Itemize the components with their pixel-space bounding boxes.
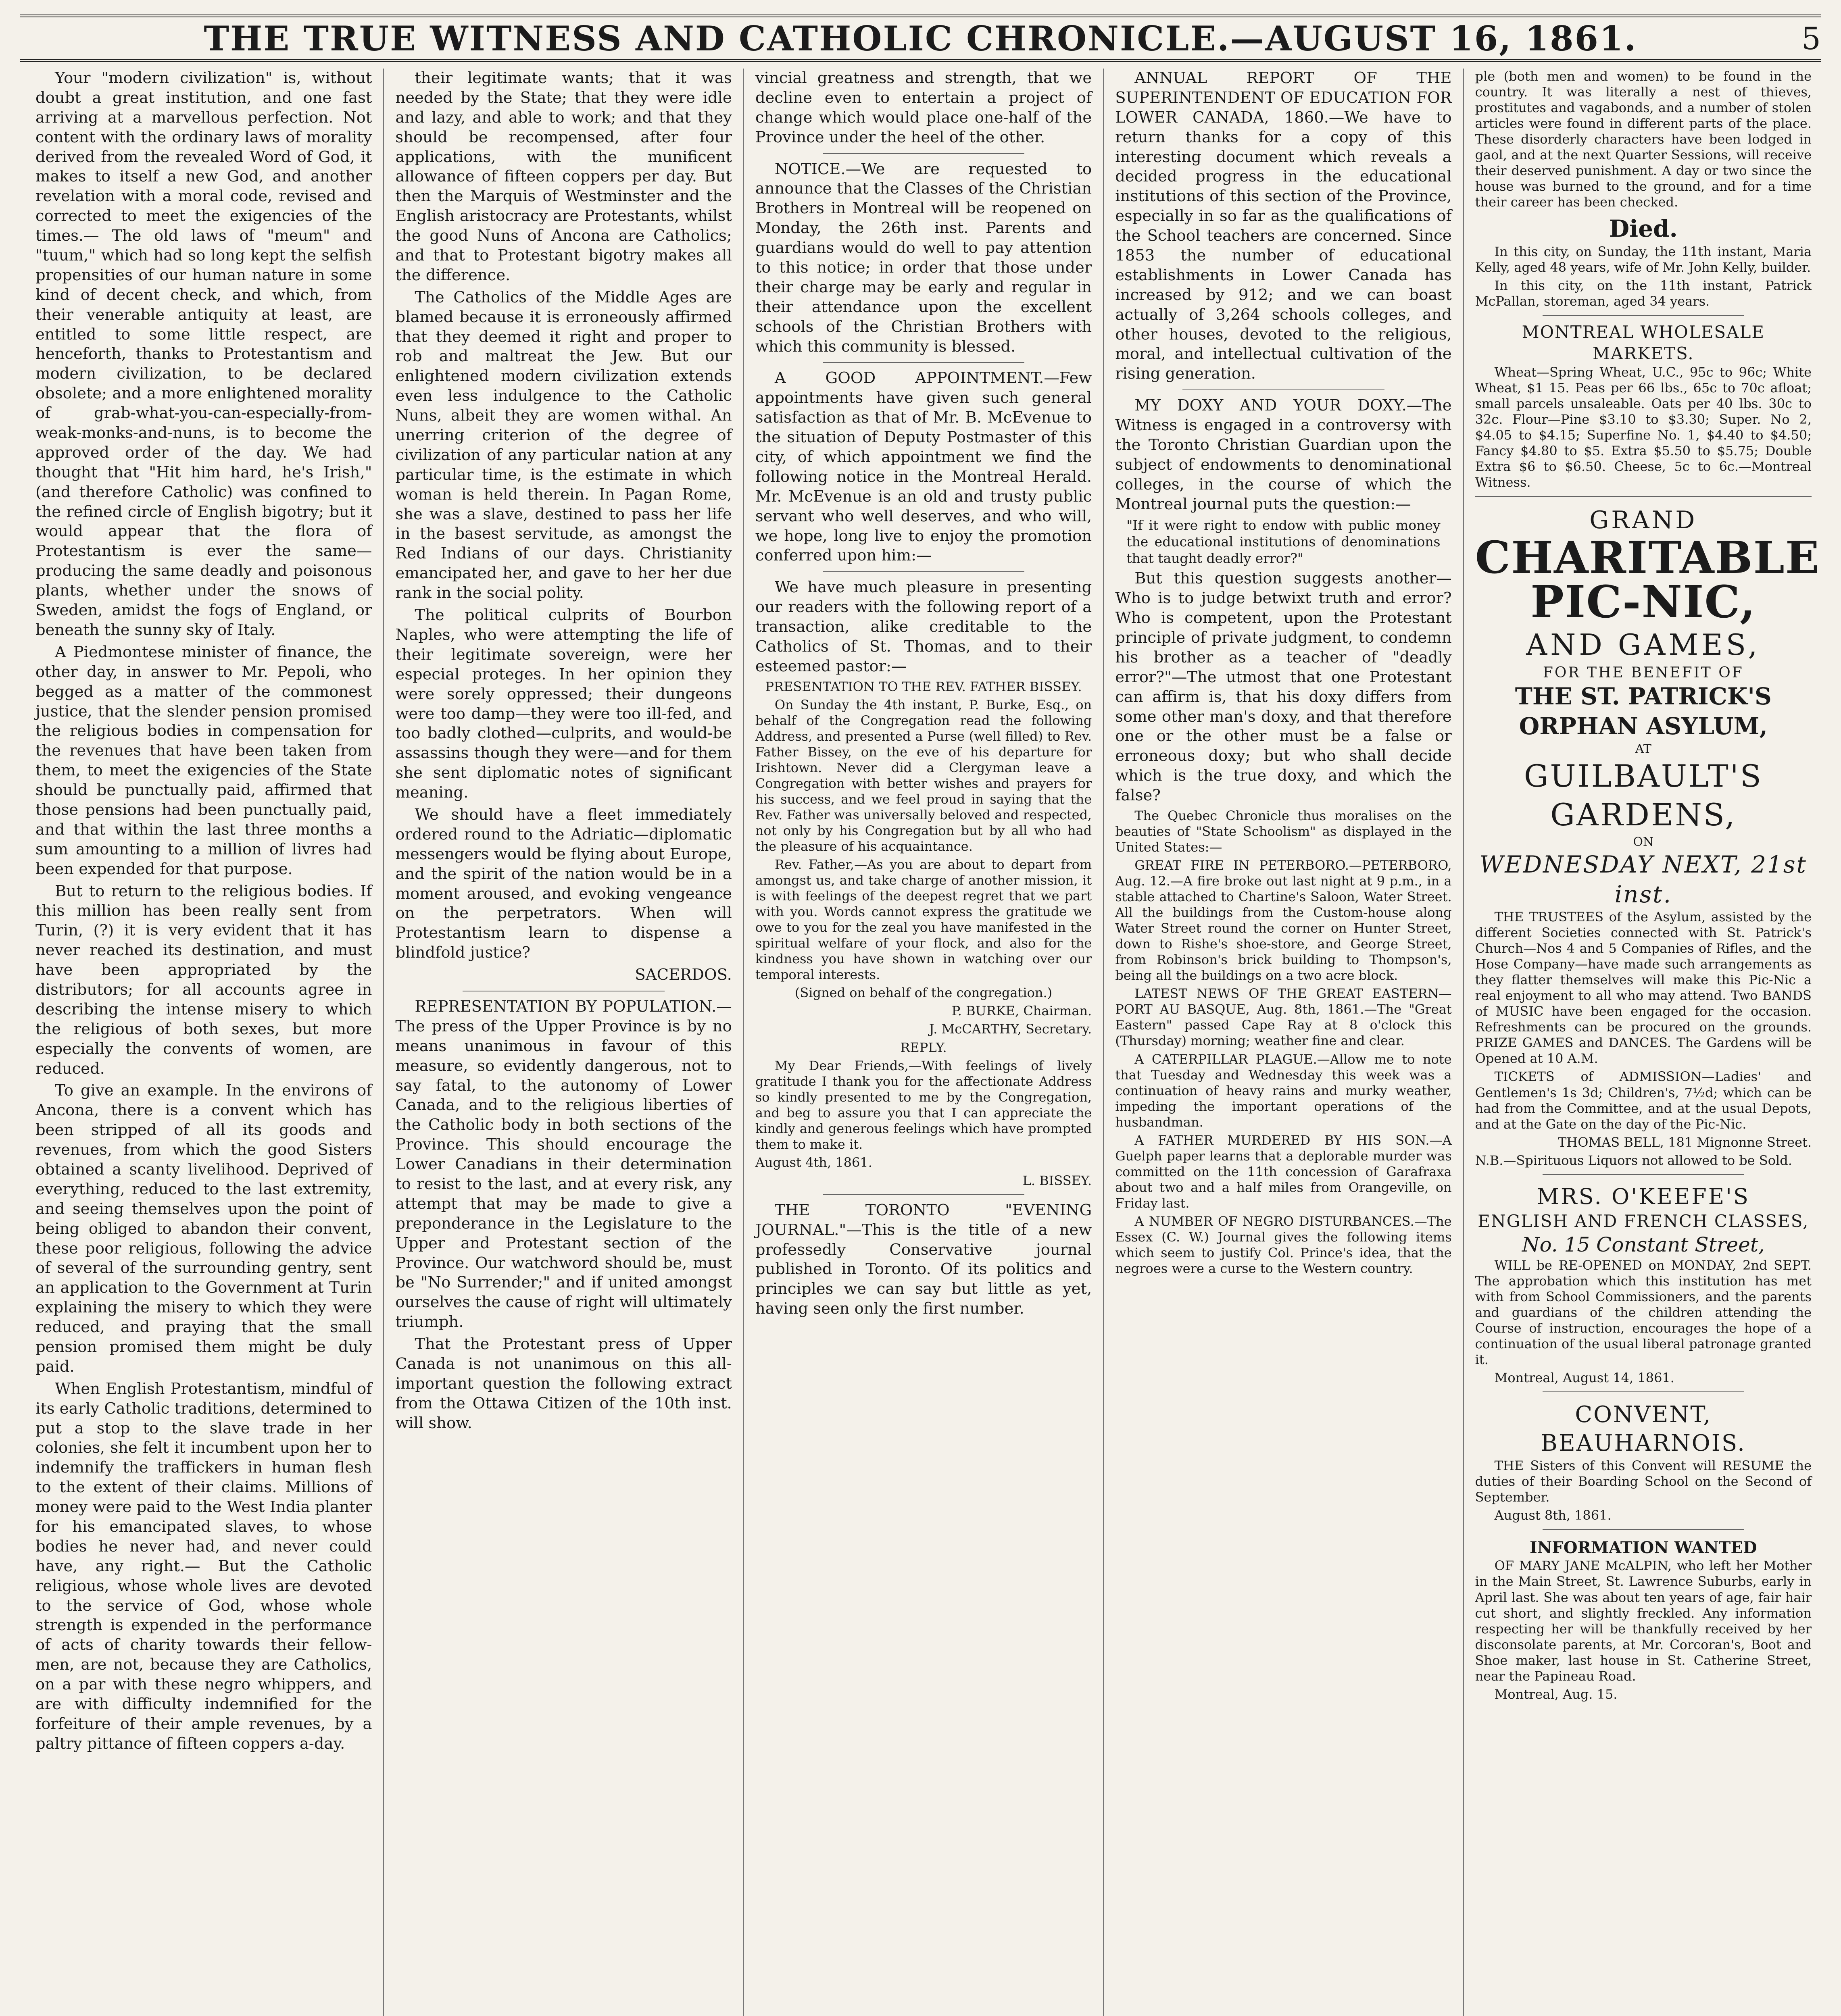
paragraph: LATEST NEWS OF THE GREAT EASTERN—PORT AU BASQUE, Aug. 8th, 1861.—The "Great Eastern" passed Cape Ray at 8 o'clock this (Thursday) morning; weather fine and clear.: [1115, 986, 1452, 1049]
paragraph: A CATERPILLAR PLAGUE.—Allow me to note that Tuesday and Wednesday this week was a continuation of heavy rains and murky weather, impeding the important operations of the husbandman.: [1115, 1051, 1452, 1130]
column-2: [384, 69, 744, 2016]
school-date: Montreal, August 14, 1861.: [1494, 1370, 1674, 1386]
page-number: 5: [1801, 20, 1821, 56]
signed-note: (Signed on behalf of the congregation.): [794, 985, 1053, 1001]
convent-advertisement: [1475, 1400, 1812, 1458]
paragraph: We should have a fleet immediately ordered round to the Adriatic—diplomatic messengers would be flying about Europe, and the spirit of the nation would be in a moment aroused, and evoking vengeance on the perpetrators. When will Protestantism learn to dispense a blindfold justice?: [395, 805, 732, 962]
signatory-secretary: J. McCARTHY, Secretary.: [929, 1021, 1092, 1037]
ad-on: ON: [1633, 835, 1654, 849]
info-body: OF MARY JANE McALPIN, who left her Mother in the Main Street, St. Lawrence Suburbs, early in April last. She was about ten years of age, fair hair cut short, and slightly freckled. Any information respecting her will be thankfully received by her disconsolate parents, at Mr. Corcoran's, Boot and Shoe maker, last house in St. Catherine Street, near the Papineau Road.: [1475, 1558, 1812, 1684]
markets-heading: MONTREAL WHOLESALE MARKETS.: [1522, 322, 1765, 364]
convent-date: August 8th, 1861.: [1494, 1507, 1612, 1523]
school-address: No. 15 Constant Street,: [1522, 1233, 1765, 1256]
info-title: INFORMATION WANTED: [1530, 1538, 1757, 1557]
divider: [1543, 1529, 1745, 1530]
market-prices: Wheat—Spring Wheat, U.C., 95c to 96c; White Wheat, $1 15. Peas per 66 lbs., 65c to 70c afloat; small parcels unsaleable. Oats per 40 lbs. 30c to 32c. Flour—Pine $3.10 to $3.30; Super. No 2, $4.05 to $4.15; Superfine No. 1, $4.40 to $4.50; Fancy $4.80 to $5. Extra $5.50 to $5.75; Double Extra $6 to $6.50. Cheese, 5c to 6c.—Montreal Witness.: [1475, 364, 1812, 490]
ad-body: THE TRUSTEES of the Asylum, assisted by the different Societies connected with St. Patrick's Church—Nos 4 and 5 Companies of Rifles, and the Hose Company—have made such arrangements as they flatter themselves will make this Pic-Nic a real enjoyment to all who may attend. Two BANDS of MUSIC have been engaged for the occasion. Refreshments can be procured on the grounds. PRIZE GAMES and DANCES. The Gardens will be Opened at 10 A.M.: [1475, 909, 1812, 1066]
ad-nb: N.B.—Spirituous Liquors not allowed to be Sold.: [1475, 1152, 1792, 1168]
divider: [1543, 1391, 1745, 1392]
ad-picnic-title: CHARITABLE PIC-NIC,: [1475, 531, 1820, 628]
reply-signature: L. BISSEY.: [1022, 1173, 1092, 1188]
paragraph: The political culprits of Bourbon Naples, who were attempting the life of their legitimate sovereign, were her especial proteges. In her opinion they were sorely oppressed; their dungeons were too damp—they were too ill-fed, and too badly clothed—culprits, and would-be assassins though they were—and for them she sent diplomatic notes of significant meaning.: [395, 606, 732, 802]
paragraph: My Dear Friends,—With feelings of lively gratitude I thank you for the affectionate Address so kindly presented to me by the Congregation, and beg to assure you that I can appreciate the kindly and generous feelings which have prompted them to make it.: [755, 1058, 1092, 1152]
paragraph: THE TORONTO "EVENING JOURNAL."—This is the title of a new professedly Conservative journal published in Toronto. Of its politics and principles we can say but little as yet, having seen only the first number.: [755, 1201, 1092, 1318]
divider: [1543, 1174, 1745, 1175]
paragraph: REPRESENTATION BY POPULATION.—The press of the Upper Province is by no means unanimous in favour of this measure, so evidently dangerous, not to say fatal, to the autonomy of Lower Canada, and to the religious liberties of the Catholic body in both sections of the Province. This should encourage the Lower Canadians in their determination to resist to the last, and at every risk, any attempt that may be made to give a preponderance in the Legislature to the Upper and Protestant section of the Province. Our watchword should be, must be "No Surrender;" and if united amongst ourselves the cause of right will ultimately triumph.: [395, 997, 732, 1331]
paragraph: Your "modern civilization" is, without doubt a great institution, and one fast arriving at a marvellous perfection. Not content with the ordinary laws of morality derived from the revealed Word of God, it makes to itself a new God, and another revelation with a moral code, revised and corrected to meet the exigencies of the times.— The old laws of "meum" and "tuum," which had so long kept the selfish propensities of our human nature in some kind of decent check, and which, from their venerable antiquity at least, are entitled to some little respect, are henceforth, thanks to Protestantism and modern civilization, to be declared obsolete; and a more enlightened morality of grab-what-you-can-especially-from-weak-monks-and-nuns, is to become the approved order of the day. We had thought that "Hit him hard, he's Irish," (and therefore Catholic) was confined to the refined circle of English bigotry; but it would appear that the flora of Protestantism is ever the same—producing the same deadly and poisonous plants, whether under the snows of Sweden, amidst the fogs of England, or beneath the sunny sky of Italy.: [35, 69, 372, 639]
paragraph: But to return to the religious bodies. If this million has been really sent from Turin, (?) it is very evident that it has never reached its destination, and must have been appropriated by the distributors; for all accounts agree in describing the intense misery to which the religious of both sexes, but more especially the convents of women, are reduced.: [35, 882, 372, 1078]
paragraph: A GOOD APPOINTMENT.—Few appointments have given such general satisfaction as that of Mr. B. McEvenue to the situation of Deputy Postmaster of this city, of which appointment we find the following notice in the Montreal Herald. Mr. McEvenue is an old and trusty public servant who well deserves, and who will, we hope, long live to enjoy the promotion conferred upon him:—: [755, 369, 1092, 565]
quotation: "If it were right to endow with public money the educational institutions of denominations that taught deadly error?": [1126, 517, 1441, 566]
ad-date: WEDNESDAY NEXT, 21st inst.: [1479, 850, 1807, 908]
ad-tickets: TICKETS of ADMISSION—Ladies' and Gentlemen's 1s 3d; Children's, 7½d; which can be had from the Committee, and at the usual Depots, and at the Gate on the day of the Pic-Nic.: [1475, 1069, 1812, 1132]
info-date: Montreal, Aug. 15.: [1494, 1686, 1618, 1702]
paragraph: MY DOXY AND YOUR DOXY.—The Witness is engaged in a controversy with the Toronto Christian Guardian upon the subject of endowments to denominational colleges, in the course of which the Montreal journal puts the question:—: [1115, 396, 1452, 513]
paragraph: vincial greatness and strength, that we decline even to entertain a project of change which would place one-half of the Province under the heel of the other.: [755, 69, 1092, 146]
divider: [1543, 315, 1745, 316]
column-3: [744, 69, 1104, 2016]
reply-heading: REPLY.: [900, 1039, 947, 1055]
column-5: [1464, 69, 1823, 2016]
paragraph: That the Protestant press of Upper Canada is not unanimous on this all-important question the following extract from the Ottawa Citizen of the 10th inst. will show.: [395, 1335, 732, 1432]
paragraph: We have much pleasure in presenting our readers with the following report of a transaction, alike creditable to the Catholics of St. Thomas, and to their esteemed pastor:—: [755, 578, 1092, 675]
school-body: WILL be RE-OPENED on MONDAY, 2nd SEPT. The approbation which this institution has met with from School Commissioners, and the parents and guardians of the children attending the Course of instruction, encourages the hope of a continuation of the usual liberal patronage granted it.: [1475, 1258, 1812, 1368]
convent-body: THE Sisters of this Convent will RESUME the duties of their Boarding School on the Second of September.: [1475, 1458, 1812, 1505]
paragraph: A FATHER MURDERED BY HIS SON.—A Guelph paper learns that a deplorable murder was committed on the 11th concession of Garafraxa about two and a half miles from Orangeville, on Friday last.: [1115, 1132, 1452, 1211]
paragraph: When English Protestantism, mindful of its early Catholic traditions, determined to put a stop to the slave trade in her colonies, she felt it incumbent upon her to indemnify the traffickers in human flesh to the extent of their claims. Millions of money were paid to the West India planter for his emancipated slaves, to whose bodies he never had, and never could have, any right.— But the Catholic religious, whose whole lives are devoted to the service of God, whose whole strength is expended in the performance of acts of charity towards their fellow-men, are not, because they are Catholics, on a par with these negro whippers, and are with difficulty indemnified for the forfeiture of their ample revenues, by a paltry pittance of fifteen coppers a-day.: [35, 1379, 372, 1753]
masthead: [20, 15, 1821, 62]
paragraph: To give an example. In the environs of Ancona, there is a convent which has been stripped of all its goods and revenues, from which the good Sisters obtained a scanty livelihood. Deprived of everything, reduced to the last extremity, and seeing themselves upon the point of being obliged to abandon their convent, these poor religious, following the advice of several of the surrounding gentry, sent an application to the Government at Turin explaining the misery to which they were reduced, and praying that the small pension promised them might be duly paid.: [35, 1081, 372, 1376]
school-name: MRS. O'KEEFE'S: [1537, 1183, 1750, 1209]
death-notice: In this city, on the 11th instant, Patrick McPallan, storeman, aged 34 years.: [1475, 278, 1812, 309]
school-advertisement: [1475, 1183, 1812, 1258]
paragraph: The Catholics of the Middle Ages are blamed because it is erroneously affirmed that they deemed it right and proper to rob and maltreat the Jew. But our enlightened modern civilization extends even less indulgence to the Catholic Nuns, albeit they are women withal. An unerring criterion of the degree of civilization of any particular nation at any particular time, is the estimate in which woman is held therein. In Pagan Rome, she was a slave, destined to pass her life in the basest servitude, as amongst the Red Indians of our days. Christianity emancipated her, and gave to her her due rank in the social polity.: [395, 288, 732, 602]
reply-date: August 4th, 1861.: [755, 1154, 872, 1170]
school-subtitle: ENGLISH AND FRENCH CLASSES,: [1478, 1211, 1809, 1231]
paragraph: ANNUAL REPORT OF THE SUPERINTENDENT OF EDUCATION FOR LOWER CANADA, 1860.—We have to return thanks for a copy of this interesting document which reveals a decided progress in the educational institutions of this section of the Province, especially in so far as the qualifications of the School teachers are concerned. Since 1853 the number of educational establishments in Lower Canada has increased by 912; and we can boast actually of 3,264 schools colleges, and other houses, devoted to the religious, moral, and intellectual cultivation of the rising generation.: [1115, 69, 1452, 383]
divider: [823, 153, 1025, 154]
divider: [1182, 389, 1384, 390]
divider: [823, 1194, 1025, 1195]
signatory-chairman: P. BURKE, Chairman.: [951, 1003, 1092, 1019]
ad-gardens: GUILBAULT'S GARDENS,: [1524, 758, 1763, 833]
death-notice: In this city, on Sunday, the 11th instant, Maria Kelly, aged 48 years, wife of Mr. John Kelly, builder.: [1475, 244, 1812, 275]
column-1: [24, 69, 384, 2016]
died-heading: Died.: [1609, 215, 1678, 243]
ad-asylum: THE ST. PATRICK'S ORPHAN ASYLUM,: [1515, 683, 1772, 740]
paragraph: GREAT FIRE IN PETERBORO.—PETERBORO, Aug. 12.—A fire broke out last night at 9 p.m., in a stable attached to Chartine's Saloon, Water Street. All the buildings from the Custom-house along Water Street round the corner on Hunter Street, down to Rishe's shoe-store, and George Street, from Robinson's brick building to Thompson's, being all the buildings on a two acre block.: [1115, 858, 1452, 983]
divider: [823, 571, 1025, 572]
paragraph: their legitimate wants; that it was needed by the State; that they were idle and lazy, and able to work; and that they should be recompensed, after four applications, with the munificent allowance of fifteen coppers per day. But then the Marquis of Westminster and the English aristocracy are Protestants, whilst the good Nuns of Ancona are Catholics; and that to Protestant bigotry makes all the difference.: [395, 69, 732, 284]
convent-name: CONVENT, BEAUHARNOIS.: [1541, 1402, 1746, 1457]
divider: [823, 362, 1025, 363]
paragraph: But this question suggests another—Who is to judge betwixt truth and error? Who is competent, upon the Protestant principle of private judgment, to condemn his brother as a teacher of "deadly error?"—The utmost that one Protestant can affirm is, that his doxy differs from some other man's doxy, and that therefore one or the other must be a false or erroneous doxy; but who shall decide which is the true doxy, and which the false?: [1115, 569, 1452, 805]
paragraph: On Sunday the 4th instant, P. Burke, Esq., on behalf of the Congregation read the following Address, and presented a Purse (well filled) to Rev. Father Bissey, on the eve of his departure for Irishtown. Never did a Clergyman leave a Congregation with better wishes and prayers for his success, and we feel proud in saying that the Rev. Father was universally beloved and respected, not only by his Congregation but by all who had the pleasure of his acquaintance.: [755, 697, 1092, 854]
paragraph: NOTICE.—We are requested to announce that the Classes of the Christian Brothers in Montreal will be reopened on Monday, the 26th inst. Parents and guardians would do well to pay attention to this notice; in order that those under their charge may be early and regular in their attendance upon the excellent schools of the Christian Brothers with which this community is blessed.: [755, 160, 1092, 356]
paragraph: A Piedmontese minister of finance, the other day, in answer to Mr. Pepoli, who begged as a matter of the commonest justice, that the slender pension promised the religious bodies in compensation for the revenues that have been taken from them, to meet the exigencies of the State should be punctually paid, affirmed that those pensions had been punctually paid, and that within the last three months a sum amounting to a million of livres had been expended for that purpose.: [35, 643, 372, 878]
paragraph: ple (both men and women) to be found in the country. It was literally a nest of thieves, prostitutes and vagabonds, and a number of stolen articles were found in different parts of the place. These disorderly characters have been lodged in gaol, and at the next Quarter Sessions, will receive their deserved punishment. A day or two since the house was burned to the ground, and for a time their career has been checked.: [1475, 69, 1812, 210]
ad-benefit: FOR THE BENEFIT OF: [1543, 664, 1744, 681]
ad-grand: GRAND: [1589, 506, 1697, 534]
paragraph: A NUMBER OF NEGRO DISTURBANCES.—The Essex (C. W.) Journal gives the following items which seem to justify Col. Prince's idea, that the negroes were a curse to the Western country.: [1115, 1213, 1452, 1276]
ad-at: AT: [1635, 741, 1651, 756]
signature: SACERDOS.: [635, 966, 732, 984]
ad-games: AND GAMES,: [1526, 628, 1761, 662]
information-wanted: [1475, 1538, 1812, 1558]
paragraph: The Quebec Chronicle thus moralises on the beauties of "State Schoolism" as displayed in the United States:—: [1115, 808, 1452, 855]
divider: [1475, 496, 1812, 497]
section-heading: PRESENTATION TO THE REV. FATHER BISSEY.: [765, 679, 1082, 694]
column-4: [1104, 69, 1464, 2016]
picnic-advertisement: [1475, 505, 1820, 909]
ad-signed: THOMAS BELL, 181 Mignonne Street.: [1557, 1134, 1812, 1150]
paragraph: Rev. Father,—As you are about to depart from amongst us, and take charge of another mission, it is with feelings of the deepest regret that we part with you. Words cannot express the gratitude we owe to you for the zeal you have manifested in the spiritual welfare of your flock, and also for the kindness you have shown in watching over our temporal interests.: [755, 857, 1092, 983]
newspaper-title: THE TRUE WITNESS AND CATHOLIC CHRONICLE.—AUGUST 16, 1861.: [204, 18, 1637, 58]
article-columns: [24, 69, 1823, 2016]
